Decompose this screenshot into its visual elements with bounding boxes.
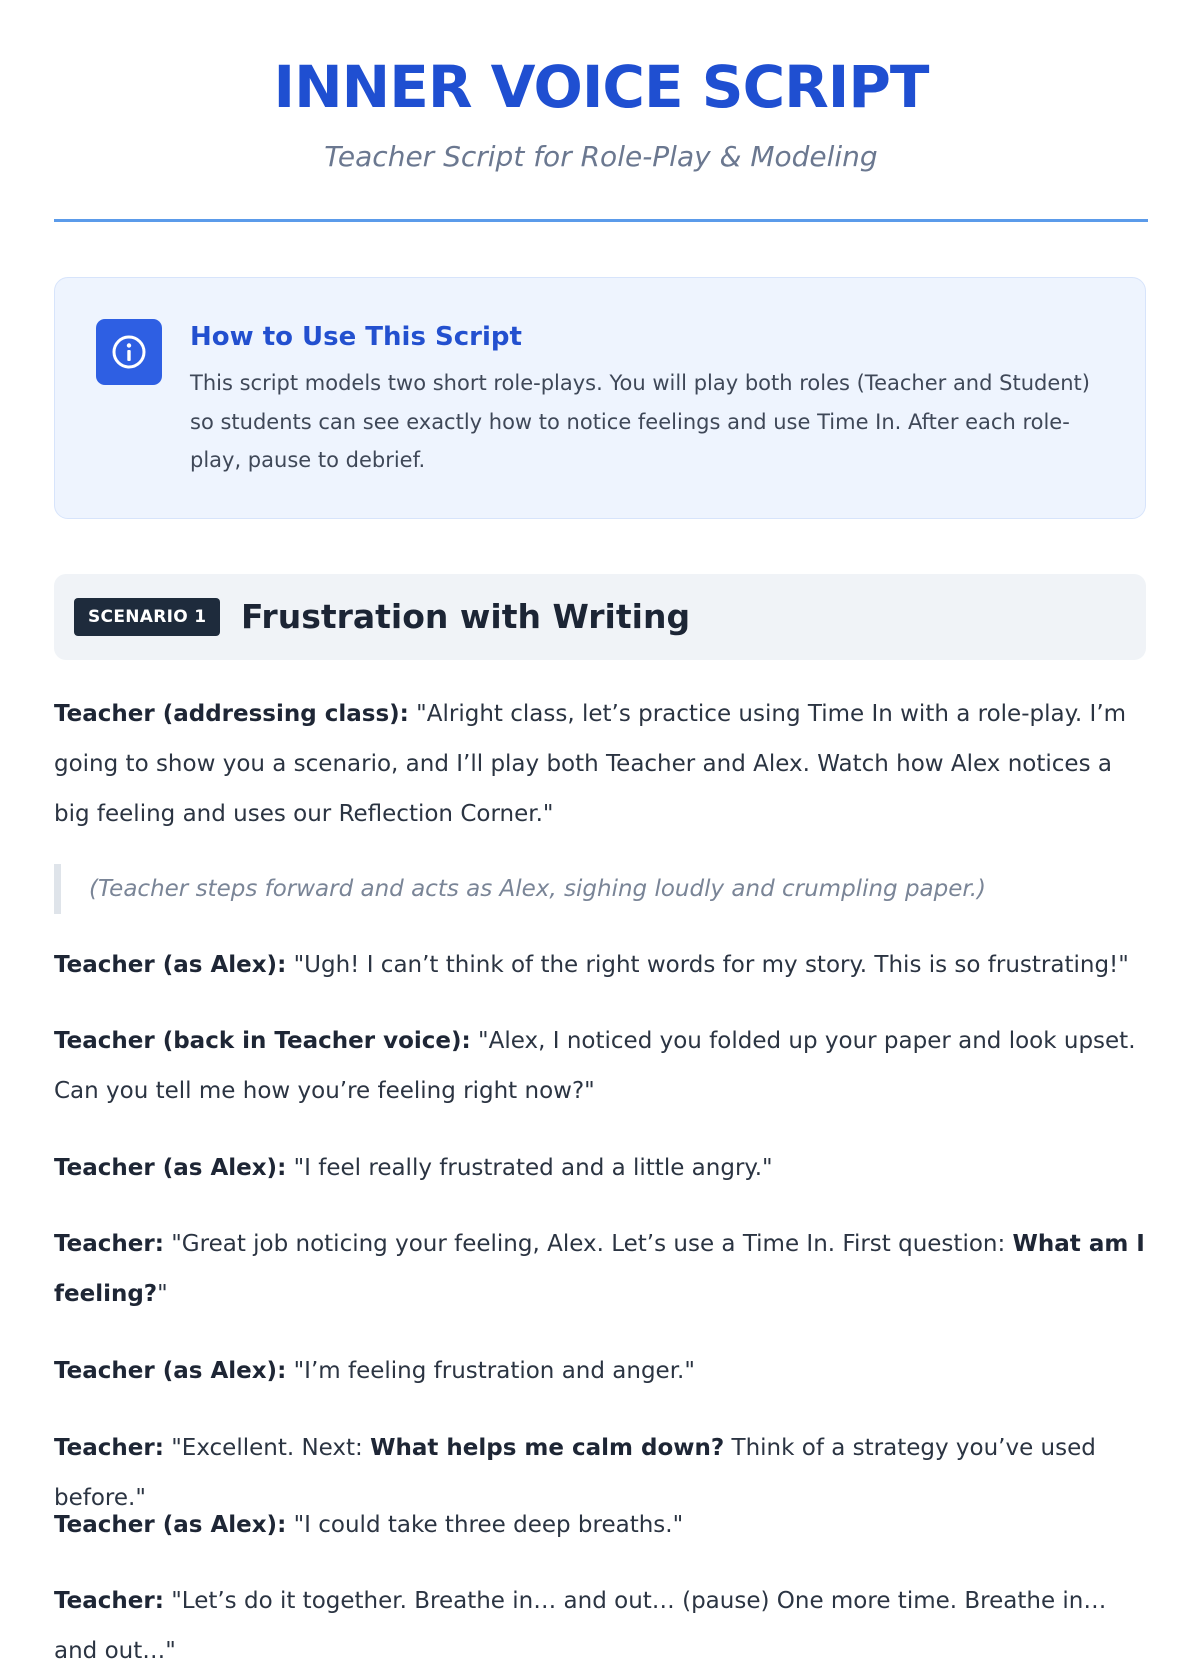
speaker-label: Teacher (as Alex): [54, 1155, 287, 1181]
dialogue-text: "Let’s do it together. Breathe in… and out… (pause) One more time. Breathe in… and out…" [54, 1588, 1107, 1664]
stage-direction [54, 864, 1146, 914]
page-title: INNER VOICE SCRIPT [273, 53, 929, 121]
script-line-3 [54, 1016, 1146, 1116]
page-subtitle: Teacher Script for Role-Play & Modeling [324, 140, 878, 173]
stage-direction-text: (Teacher steps forward and acts as Alex, sighing loudly and crumpling paper.) [89, 876, 987, 902]
header-divider [54, 219, 1148, 222]
dialogue-text-end: " [157, 1281, 168, 1307]
dialogue-text: "I could take three deep breaths." [286, 1512, 684, 1538]
speaker-label: Teacher (as Alex): [54, 1512, 287, 1538]
info-heading: How to Use This Script [190, 322, 522, 352]
speaker-label: Teacher (as Alex): [54, 1358, 287, 1384]
speaker-label: Teacher (addressing class): [54, 701, 409, 727]
script-line-6 [54, 1346, 1146, 1396]
script-line-2 [54, 940, 1146, 990]
script-line-9 [54, 1576, 1146, 1676]
script-line-4 [54, 1143, 1146, 1193]
dialogue-text: "Ugh! I can’t think of the right words for my story. This is so frustrating!" [286, 952, 1129, 978]
speaker-label: Teacher: [54, 1435, 164, 1461]
scenario-title: Frustration with Writing [241, 597, 691, 636]
speaker-label: Teacher (as Alex): [54, 952, 287, 978]
script-line-1 [54, 689, 1146, 839]
script-page [54, 0, 1148, 1664]
scenario-badge: SCENARIO 1 [74, 598, 220, 636]
dialogue-text: "Alex, I noticed you folded up your paper and look upset. Can you tell me how you’re feeling right now?" [54, 1028, 1136, 1104]
dialogue-text: "Excellent. Next: [163, 1435, 371, 1461]
script-line-8 [54, 1500, 1146, 1550]
usage-info-box [54, 277, 1146, 519]
info-text: This script models two short role-plays. You will play both roles (Teacher and Student) so students can see exactly how to notice feelings and use Time In. After each role-play, pause to debrief. [190, 371, 1090, 472]
speaker-label: Teacher: [54, 1588, 164, 1614]
scenario-header [54, 574, 1146, 660]
info-icon [96, 319, 162, 385]
question-emphasis: What am I feeling? [54, 1231, 1145, 1307]
speaker-label: Teacher: [54, 1231, 164, 1257]
script-line-5 [54, 1219, 1146, 1319]
dialogue-text: "I’m feeling frustration and anger." [286, 1358, 695, 1384]
dialogue-text: "Great job noticing your feeling, Alex. Let’s use a Time In. First question: [163, 1231, 1013, 1257]
dialogue-text-end: Think of a strategy you’ve used before." [54, 1435, 1096, 1511]
speaker-label: Teacher (back in Teacher voice): [54, 1028, 471, 1054]
question-emphasis: What helps me calm down? [370, 1435, 725, 1461]
dialogue-text: "I feel really frustrated and a little angry." [286, 1155, 773, 1181]
dialogue-text: "Alright class, let’s practice using Time In with a role-play. I’m going to show you a scenario, and I’ll play both Teacher and Alex. Watch how Alex notices a big feeling and uses our Reflection Corner." [54, 701, 1127, 827]
